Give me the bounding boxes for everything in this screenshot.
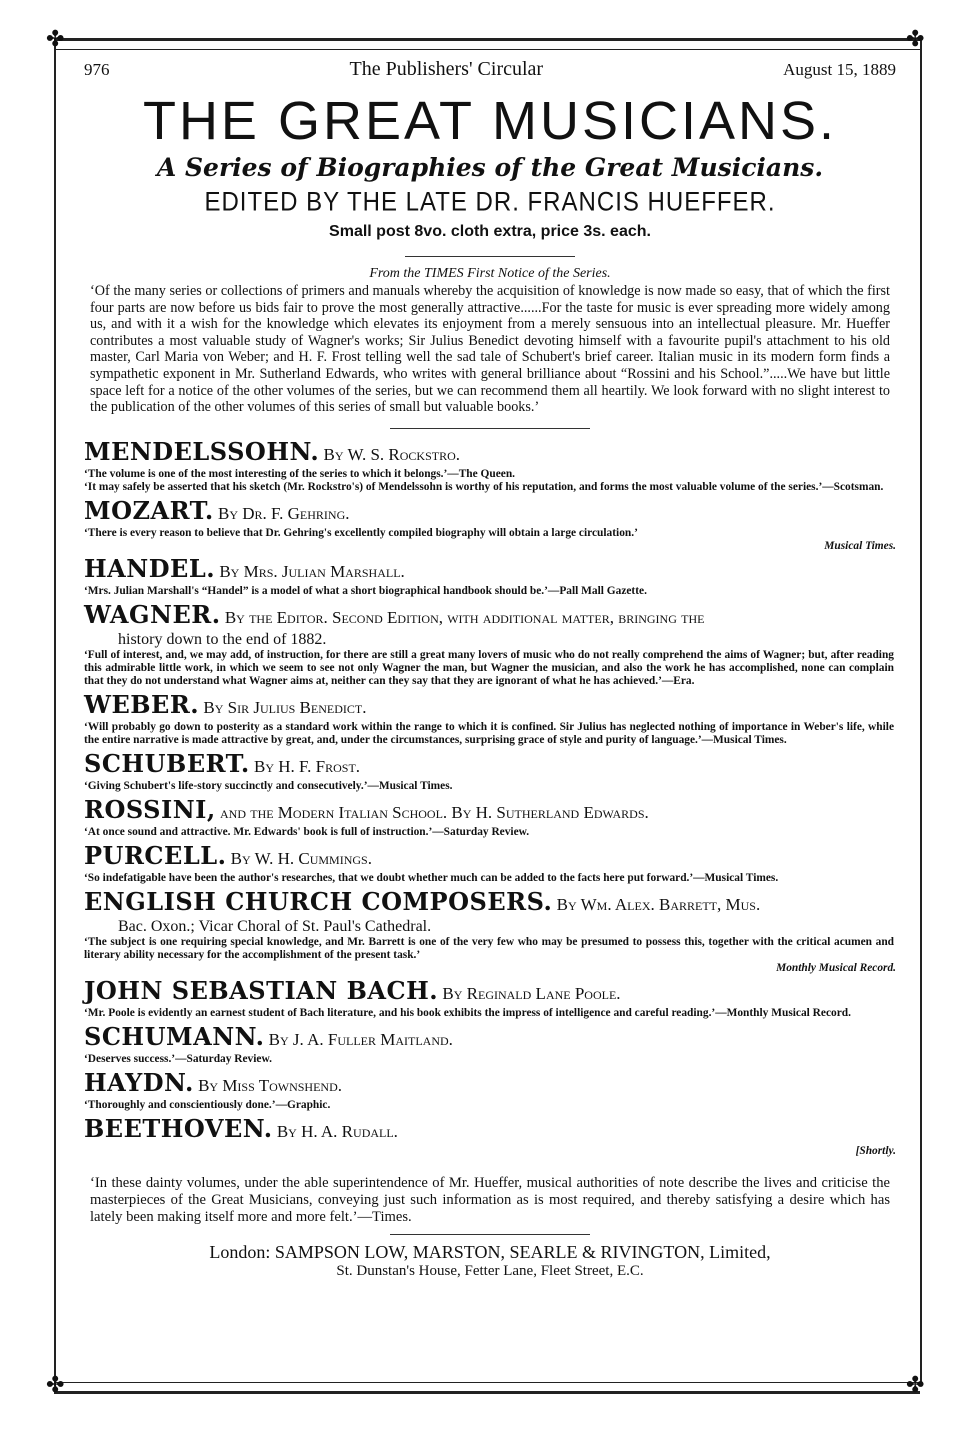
book-title: HANDEL. — [84, 553, 216, 583]
divider — [405, 256, 575, 257]
book-author: By J. A. Fuller Maitland. — [268, 1029, 453, 1049]
running-header — [84, 58, 896, 84]
corner-ornament-icon: ✤ — [906, 26, 925, 51]
book-title: ROSSINI, — [84, 794, 216, 824]
book-entry-heading — [84, 886, 896, 918]
press-review: ‘So indefatigable have been the author's researches, that we doubt whether much can be added to the facts here put forward.’—Musical Times. — [84, 871, 779, 884]
book-entry-heading — [84, 436, 896, 468]
book-subline: Bac. Oxon.; Vicar Choral of St. Paul's Cathedral. — [118, 917, 432, 935]
times-quote: ‘Of the many series or collections of primers and manuals whereby the acquisition of knowledge is now made so easy, that of which the first four parts are now before us bids fair to prove the most generally attractive......For the taste for music is ever spreading more widely among us, and with it a wish for the knowledge which elevates its enjoyment from a merely sensuous into an intellectual pleasure. Mr. Hueffer contributes a most valuable study of Wagner's works; Sir Julius Benedict devoting himself with a favourite pupil's attachment to his old master, Carl Maria von Weber; and H. F. Frost telling well the sad tale of Schubert's brief career. Italian music in its modern form finds a sympathetic exponent in Mr. Sutherland Edwards, who writes with general brilliance about “Rossini and his School.”.....We have but little space left for a notice of the other volumes of the series, but we can recommend them all heartily. We look forward with no slight interest to the publication of the other volumes of this series of small but valuable books.’ — [90, 283, 890, 416]
book-author: By Sir Julius Benedict. — [203, 697, 367, 717]
review-attribution: Musical Times. — [824, 539, 896, 552]
press-review: ‘Mr. Poole is evidently an earnest student of Bach literature, and his book exhibits the impress of intelligence and careful reading.’—Monthly Musical Record. — [84, 1006, 851, 1019]
divider — [390, 428, 590, 429]
book-entry-heading — [84, 1113, 896, 1145]
book-author: By Miss Townshend. — [198, 1075, 343, 1095]
book-entry — [84, 748, 896, 793]
book-entry — [84, 1021, 896, 1066]
press-review: ‘The subject is one requiring special knowledge, and Mr. Barrett is one of the very few who may be presumed to possess this, together with the critical acumen and literary ability necessary for the accomplishment of the present task.’ — [84, 935, 894, 961]
book-entry-heading — [84, 1021, 896, 1053]
book-author: By W. S. Rockstro. — [323, 444, 461, 464]
book-title: ENGLISH CHURCH COMPOSERS. — [84, 886, 553, 916]
book-title: HAYDN. — [84, 1067, 194, 1097]
advertisement-title: THE GREAT MUSICIANS. — [142, 91, 838, 151]
corner-ornament-icon: ✤ — [46, 1372, 65, 1397]
book-author: By Mrs. Julian Marshall. — [219, 561, 405, 581]
corner-ornament-icon: ✤ — [46, 26, 65, 51]
book-author: By W. H. Cummings. — [230, 848, 372, 868]
book-entry — [84, 689, 896, 747]
publisher-line: London: SAMPSON LOW, MARSTON, SEARLE & RIVINGTON, Limited, — [209, 1241, 771, 1262]
book-entry-heading — [84, 794, 896, 826]
book-title: WEBER. — [84, 689, 200, 719]
book-entry — [84, 436, 896, 494]
press-review: ‘At once sound and attractive. Mr. Edwards' book is full of instruction.’—Saturday Review. — [84, 825, 530, 838]
price-line: Small post 8vo. cloth extra, price 3s. each. — [329, 223, 651, 240]
press-review: ‘Mrs. Julian Marshall's “Handel” is a model of what a short biographical handbook should be.’—Pall Mall Gazette. — [84, 584, 647, 597]
book-author: By Wm. Alex. Barrett, Mus. — [556, 894, 761, 914]
book-author: By the Editor. Second Edition, with additional matter, bringing the — [224, 607, 705, 627]
press-review: ‘Will probably go down to posterity as a standard work within the range to which it is confined. Sir Julius has neglected nothing of importance in Weber's life, while the entire narrative is made attractive by great, and, under the circumstances, surprising grace of style and purity of language.’—Musical Times. — [84, 720, 894, 746]
book-entry-heading — [84, 1067, 896, 1099]
book-title: WAGNER. — [84, 599, 221, 629]
book-entry — [84, 599, 896, 688]
book-entry-heading — [84, 840, 896, 872]
press-review: ‘Full of interest, and, we may add, of instruction, for there are still a great many lovers of music who do not really comprehend the aims of Wagner; but, after reading this admirable little work, in which we seem to see not only Wagner the man, but Wagner the musician, and also the work he has accomplished, none can complain that they do not understand what Wagner aims at, neither can they say that they are ignorant of what he has achieved.’—Era. — [84, 648, 894, 687]
journal-title: The Publishers' Circular — [349, 58, 544, 80]
book-entry-heading — [84, 975, 896, 1007]
book-author: By Dr. F. Gehring. — [218, 503, 350, 523]
issue-date: August 15, 1889 — [783, 60, 896, 79]
press-review: ‘Thoroughly and conscientiously done.’—Graphic. — [84, 1098, 331, 1111]
book-title: SCHUMANN. — [84, 1021, 265, 1051]
book-entry-heading — [84, 553, 896, 585]
book-entry — [84, 794, 896, 839]
book-entry — [84, 1067, 896, 1112]
book-entry-heading — [84, 495, 896, 527]
book-entry-heading — [84, 599, 896, 631]
corner-ornament-icon: ✤ — [906, 1372, 925, 1397]
editor-line: EDITED BY THE LATE DR. FRANCIS HUEFFER. — [204, 187, 776, 218]
press-review: ‘Giving Schubert's life-story succinctly and consecutively.’—Musical Times. — [84, 779, 453, 792]
book-title: MENDELSSOHN. — [84, 436, 320, 466]
page-content — [84, 58, 896, 1280]
book-entry-heading — [84, 748, 896, 780]
closing-quote: ‘In these dainty volumes, under the able superintendence of Mr. Hueffer, musical authorities of note describe the lives and criticise the masterpieces of the Great Musicians, conveying just such information as is most required, and thereby satisfying a desire which has lately been making itself more and more felt.’—Times. — [90, 1174, 890, 1225]
book-entry — [84, 495, 896, 552]
book-entry — [84, 840, 896, 885]
page-number: 976 — [84, 60, 110, 79]
publisher-address: St. Dunstan's House, Fetter Lane, Fleet Street, E.C. — [336, 1262, 644, 1279]
book-author: By H. F. Frost. — [254, 756, 361, 776]
book-entry — [84, 975, 896, 1020]
book-entry — [84, 886, 896, 974]
book-subline: history down to the end of 1882. — [118, 630, 327, 648]
book-title: PURCELL. — [84, 840, 227, 870]
bottom-border-rule — [54, 1382, 920, 1394]
book-entry — [84, 553, 896, 598]
divider — [390, 1234, 590, 1235]
book-author: and the Modern Italian School. By H. Sutherland Edwards. — [219, 802, 649, 822]
press-review: ‘It may safely be asserted that his sketch (Mr. Rockstro's) of Mendelssohn is worthy of his reputation, and forms the most valuable volume of the series.’—Scotsman. — [84, 480, 884, 493]
press-review: ‘The volume is one of the most interesting of the series to which it belongs.’—The Queen. — [84, 467, 516, 480]
quote-source: From the TIMES First Notice of the Series. — [369, 266, 611, 281]
book-title: BEETHOVEN. — [84, 1113, 273, 1143]
book-entry-heading — [84, 689, 896, 721]
book-author: By H. A. Rudall. — [276, 1121, 398, 1141]
book-entry — [84, 1113, 896, 1157]
review-attribution: Monthly Musical Record. — [776, 961, 896, 974]
book-list — [84, 436, 896, 1157]
review-attribution: [Shortly. — [855, 1144, 896, 1157]
book-title: JOHN SEBASTIAN BACH. — [84, 975, 439, 1005]
book-author: By Reginald Lane Poole. — [442, 983, 621, 1003]
book-title: MOZART. — [84, 495, 214, 525]
book-title: SCHUBERT. — [84, 748, 250, 778]
advertisement-subtitle: A Series of Biographies of the Great Musicians. — [156, 153, 824, 182]
press-review: ‘There is every reason to believe that Dr. Gehring's excellently compiled biography will obtain a large circulation.’ — [84, 526, 638, 539]
press-review: ‘Deserves success.’—Saturday Review. — [84, 1052, 272, 1065]
